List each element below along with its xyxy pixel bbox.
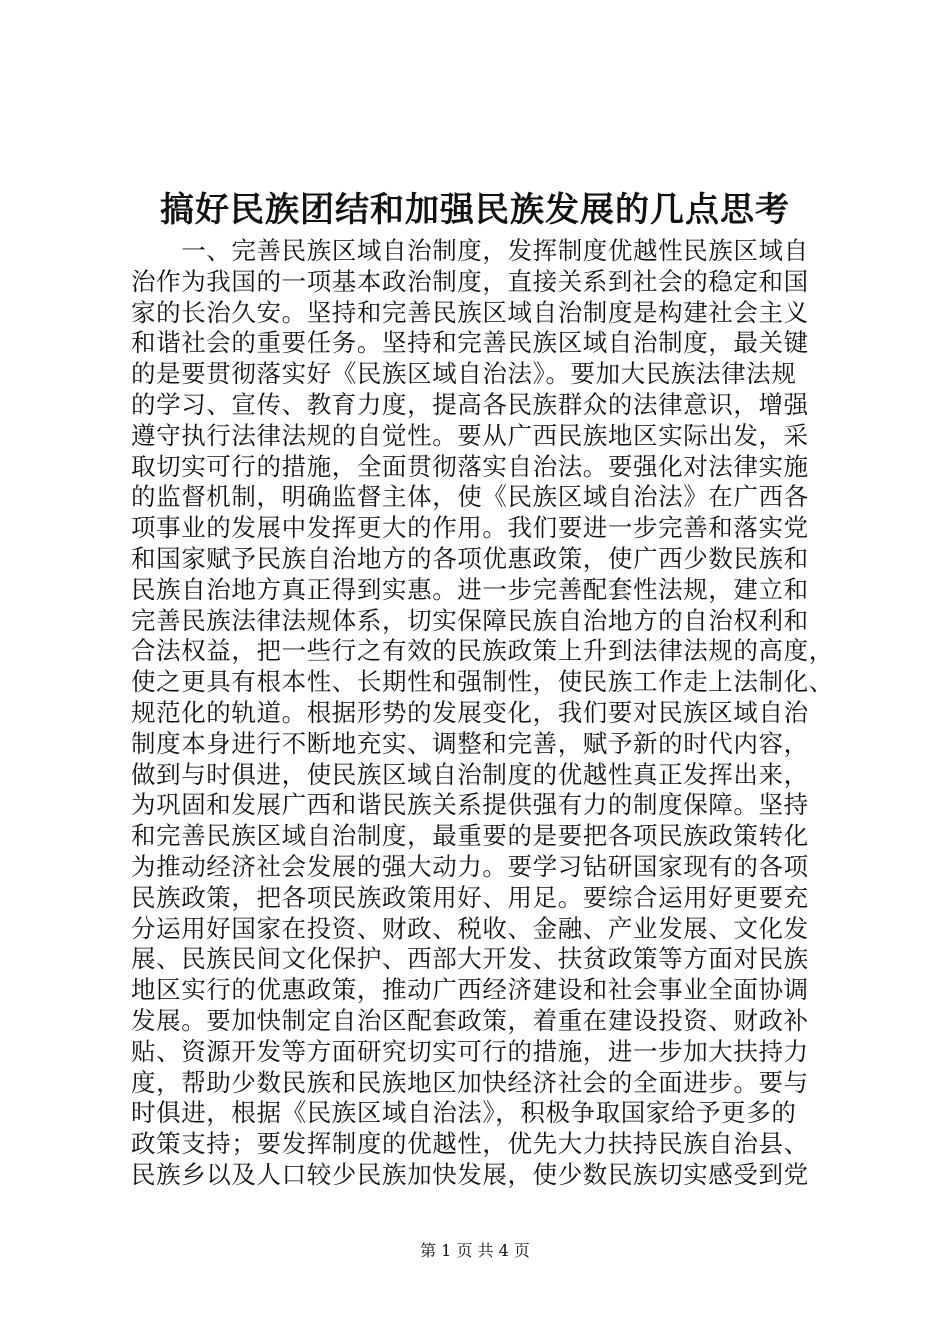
body-text-line: 和国家赋予民族自治地方的各项优惠政策，使广西少数民族和 (131, 543, 809, 573)
body-text-line: 遵守执行法律法规的自觉性。要从广西民族地区实际出发，采 (131, 420, 809, 450)
body-text-line: 项事业的发展中发挥更大的作用。我们要进一步完善和落实党 (131, 513, 809, 543)
body-text-line: 一、完善民族区域自治制度，发挥制度优越性民族区域自 (131, 236, 809, 265)
document-title: 搞好民族团结和加强民族发展的几点思考 (160, 190, 790, 230)
body-text-line: 的是要贯彻落实好《民族区域自治法》。要加大民族法律法规 (131, 359, 797, 389)
body-text-line: 分运用好国家在投资、财政、税收、金融、产业发展、文化发 (131, 913, 809, 943)
body-text-line: 政策支持；要发挥制度的优越性，优先大力扶持民族自治县、 (131, 1129, 809, 1159)
body-text-line: 的监督机制，明确监督主体，使《民族区域自治法》在广西各 (131, 482, 809, 512)
document-body (131, 236, 834, 1191)
body-text-line: 完善民族法律法规体系，切实保障民族自治地方的自治权利和 (131, 605, 809, 635)
body-text-line: 民族自治地方真正得到实惠。进一步完善配套性法规，建立和 (131, 574, 809, 604)
body-text-line: 地区实行的优惠政策，推动广西经济建设和社会事业全面协调 (131, 975, 809, 1005)
body-text-line: 使之更具有根本性、长期性和强制性，使民族工作走上法制化、 (131, 667, 834, 697)
body-text-line: 的学习、宣传、教育力度，提高各民族群众的法律意识，增强 (131, 389, 809, 419)
page-number-footer: 第 1 页 共 4 页 (420, 1241, 530, 1260)
body-text-line: 制度本身进行不断地充实、调整和完善，赋予新的时代内容， (131, 728, 809, 758)
body-text-line: 家的长治久安。坚持和完善民族区域自治制度是构建社会主义 (131, 297, 809, 327)
body-text-line: 民族乡以及人口较少民族加快发展，使少数民族切实感受到党 (131, 1159, 809, 1189)
body-text-line: 取切实可行的措施，全面贯彻落实自治法。要强化对法律实施 (131, 451, 809, 481)
body-text-line: 和完善民族区域自治制度，最重要的是要把各项民族政策转化 (131, 821, 809, 851)
body-text-line: 治作为我国的一项基本政治制度，直接关系到社会的稳定和国 (131, 266, 809, 296)
body-text-line: 和谐社会的重要任务。坚持和完善民族区域自治制度，最关键 (131, 328, 809, 358)
body-text-line: 发展。要加快制定自治区配套政策，着重在建设投资、财政补 (131, 1005, 809, 1035)
body-text-line: 规范化的轨道。根据形势的发展变化，我们要对民族区域自治 (131, 697, 809, 727)
body-text-line: 度，帮助少数民族和民族地区加快经济社会的全面进步。要与 (131, 1067, 809, 1097)
body-text-line: 合法权益，把一些行之有效的民族政策上升到法律法规的高度， (131, 636, 834, 666)
body-text-line: 展、民族民间文化保护、西部大开发、扶贫政策等方面对民族 (131, 944, 809, 974)
body-text-line: 为巩固和发展广西和谐民族关系提供强有力的制度保障。坚持 (131, 790, 809, 820)
body-text-line: 贴、资源开发等方面研究切实可行的措施，进一步加大扶持力 (131, 1036, 809, 1066)
body-text-line: 为推动经济社会发展的强大动力。要学习钻研国家现有的各项 (131, 851, 809, 881)
body-text-line: 做到与时俱进，使民族区域自治制度的优越性真正发挥出来， (131, 759, 809, 789)
body-text-line: 时俱进，根据《民族区域自治法》，积极争取国家给予更多的 (131, 1098, 797, 1128)
body-text-line: 民族政策，把各项民族政策用好、用足。要综合运用好更要充 (131, 882, 809, 912)
